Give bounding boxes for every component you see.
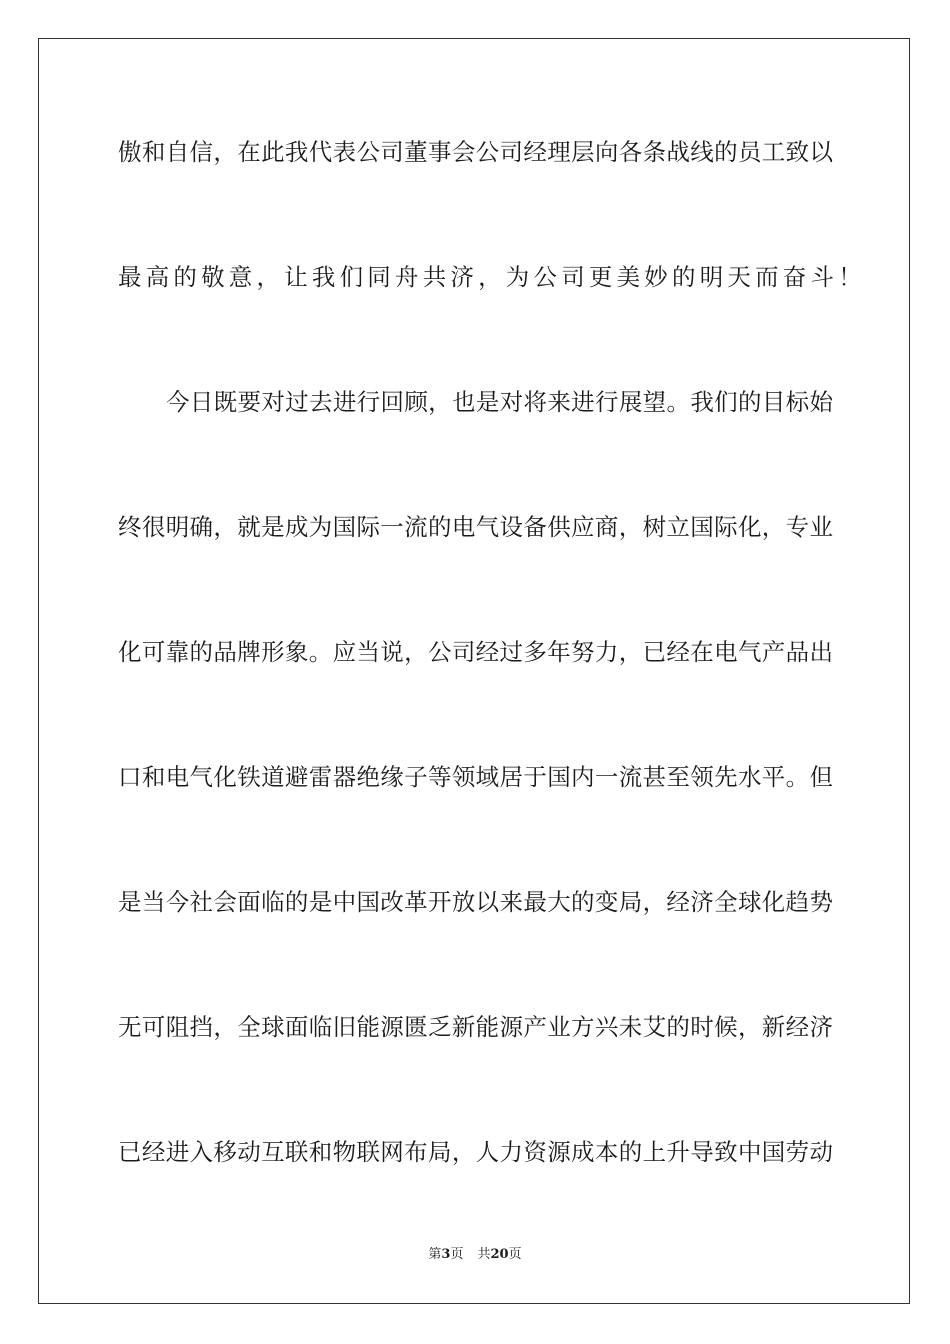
paragraph-line-8: 无可阻挡，全球面临旧能源匮乏新能源产业方兴未艾的时候，新经济 bbox=[118, 1013, 833, 1041]
footer-total-prefix: 共 bbox=[477, 1247, 491, 1262]
footer-page-number: 3 bbox=[441, 1247, 451, 1262]
page-border bbox=[38, 38, 910, 1304]
page-footer bbox=[0, 1246, 950, 1264]
footer-total-number: 20 bbox=[490, 1247, 509, 1262]
footer-page-prefix: 第 bbox=[428, 1247, 442, 1262]
paragraph-line-1: 傲和自信，在此我代表公司董事会公司经理层向各条战线的员工致以 bbox=[118, 138, 833, 166]
paragraph-line-4: 终很明确，就是成为国际一流的电气设备供应商，树立国际化，专业 bbox=[118, 513, 833, 541]
paragraph-line-5: 化可靠的品牌形象。应当说，公司经过多年努力，已经在电气产品出 bbox=[118, 638, 833, 666]
paragraph-line-2: 最高的敬意，让我们同舟共济，为公司更美妙的明天而奋斗！ bbox=[118, 263, 866, 291]
paragraph-line-6: 口和电气化铁道避雷器绝缘子等领域居于国内一流甚至领先水平。但 bbox=[118, 763, 833, 791]
paragraph-line-3: 今日既要对过去进行回顾，也是对将来进行展望。我们的目标始 bbox=[166, 388, 833, 416]
paragraph-line-7: 是当今社会面临的是中国改革开放以来最大的变局，经济全球化趋势 bbox=[118, 888, 833, 916]
footer-total-suffix: 页 bbox=[508, 1247, 522, 1262]
footer-page-suffix: 页 bbox=[450, 1247, 464, 1262]
paragraph-line-9: 已经进入移动互联和物联网布局，人力资源成本的上升导致中国劳动 bbox=[118, 1138, 833, 1166]
